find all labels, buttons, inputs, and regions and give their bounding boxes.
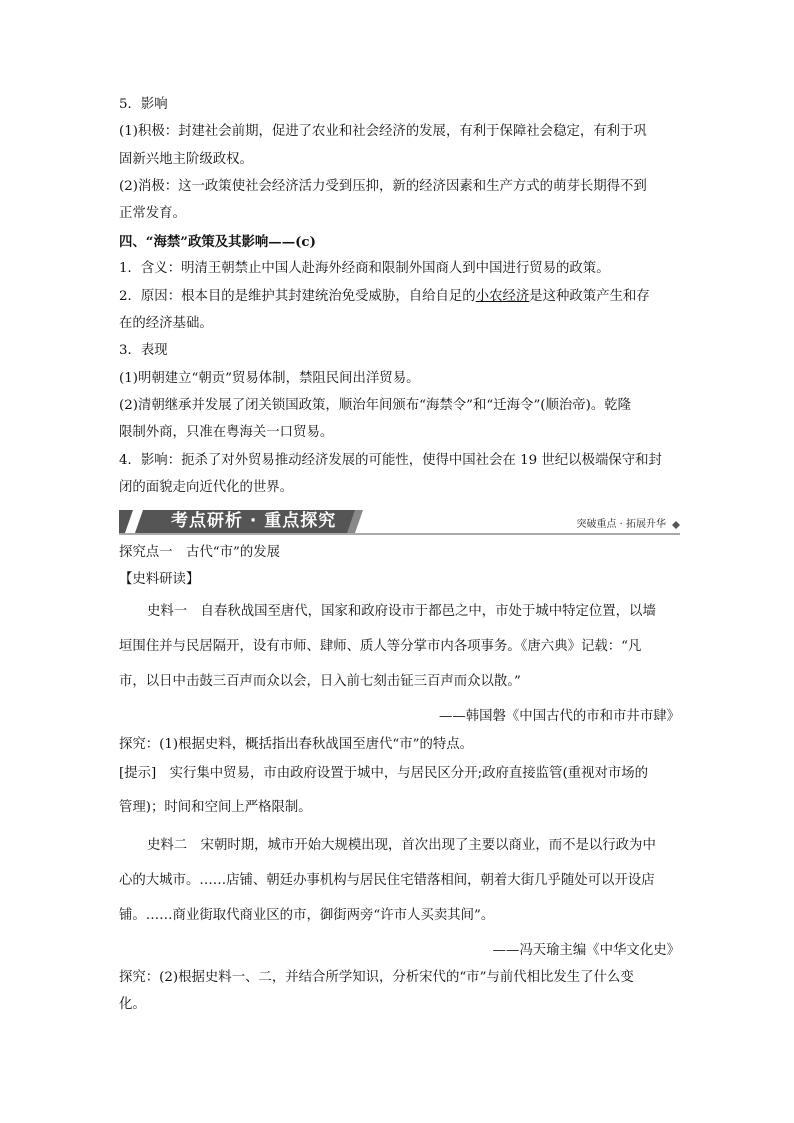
impact-text-line1: 4．影响：扼杀了对外贸易推动经济发展的可能性，使得中国社会在 19 世纪以极端保守和封 [119, 453, 662, 468]
question1: 探究：(1)根据史料，概括指出春秋战国至唐代“市”的特点。 [119, 737, 474, 752]
manifest-heading: 3．表现 [119, 343, 168, 358]
negative-text-line2: 正常发育。 [119, 206, 186, 221]
manifest-item2-line1: (2)清朝继承并发展了闭关锁国政策，顺治年间颁布“海禁令”和“迁海令”(顺治帝)。乾隆 [119, 398, 632, 413]
material2-line1: 史料二 宋朝时期，城市开始大规模出现，首次出现了主要以商业，而不是以行政为中 [147, 838, 656, 853]
material2-line3: 铺。……商业街取代商业区的市，御街两旁“许市人买卖其间”。 [119, 908, 495, 923]
impact-text-line2: 闭的面貌走向近代化的世界。 [119, 480, 294, 495]
negative-text-line1: (2)消极：这一政策使社会经济活力受到压抑，新的经济因素和生产方式的萌芽长期得不到 [119, 179, 647, 194]
meaning-text: 1．含义：明清王朝禁止中国人赴海外经商和限制外国商人到中国进行贸易的政策。 [119, 261, 610, 276]
manifest-item2-line2: 限制外商，只准在粤海关一口贸易。 [119, 425, 334, 440]
material1-line1: 史料一 自春秋战国至唐代，国家和政府设市于都邑之中，市处于城中特定位置，以墙 [147, 604, 656, 619]
material2-source: ——冯天瑜主编《中华文化史》 [492, 943, 680, 958]
manifest-item1: (1)明朝建立“朝贡”贸易体制，禁阻民间出洋贸易。 [119, 371, 420, 386]
question2-line1: 探究：(2)根据史料一、二，并结合所学知识，分析宋代的“市”与前代相比发生了什么变 [119, 970, 634, 985]
hint-line2: 管理)；时间和空间上严格限制。 [119, 800, 312, 815]
section5-heading: 5．影响 [119, 97, 168, 112]
materials-heading: 【史料研读】 [119, 572, 200, 587]
banner-subtitle: 突破重点 · 拓展升华 [576, 519, 666, 530]
haijin-heading: 四、“海禁”政策及其影响——(c) [119, 234, 316, 250]
reason-pre: 2．原因：根本目的是维护其封建统治免受威胁，自给自足的 [119, 289, 476, 304]
banner-title: 考点研析 · 重点探究 [171, 511, 337, 531]
material1-line2: 垣围住并与民居隔开，设有市师、肆师、质人等分掌市内各项事务。《唐六典》记载：“凡 [119, 639, 642, 654]
question2-line2: 化。 [119, 997, 146, 1012]
material1-source: ——韩国磐《中国古代的市和市井市肆》 [438, 709, 680, 724]
positive-text-line1: (1)积极：封建社会前期，促进了农业和社会经济的发展，有利于保障社会稳定，有利于巩 [119, 124, 647, 139]
reason-text-line2: 在的经济基础。 [119, 316, 213, 331]
hint-line1: [提示] 实行集中贸易，市由政府设置于城中，与居民区分开;政府直接监管(重视对市场的 [119, 766, 649, 781]
section-banner [119, 507, 680, 535]
explore-point-title: 探究点一 古代“市”的发展 [119, 545, 280, 560]
diamond-icon [672, 521, 680, 529]
positive-text-line2: 固新兴地主阶级政权。 [119, 152, 253, 167]
material1-line3: 市，以日中击鼓三百声而众以会，日入前七刻击钲三百声而众以散。” [119, 674, 521, 689]
reason-post: 是这种政策产生和存 [529, 289, 650, 304]
material2-line2: 心的大城市。……店铺、朝廷办事机构与居民住宅错落相间，朝着大街几乎随处可以开设店 [119, 873, 655, 888]
reason-text-line1 [119, 288, 679, 306]
reason-underlined: 小农经济 [475, 289, 530, 304]
